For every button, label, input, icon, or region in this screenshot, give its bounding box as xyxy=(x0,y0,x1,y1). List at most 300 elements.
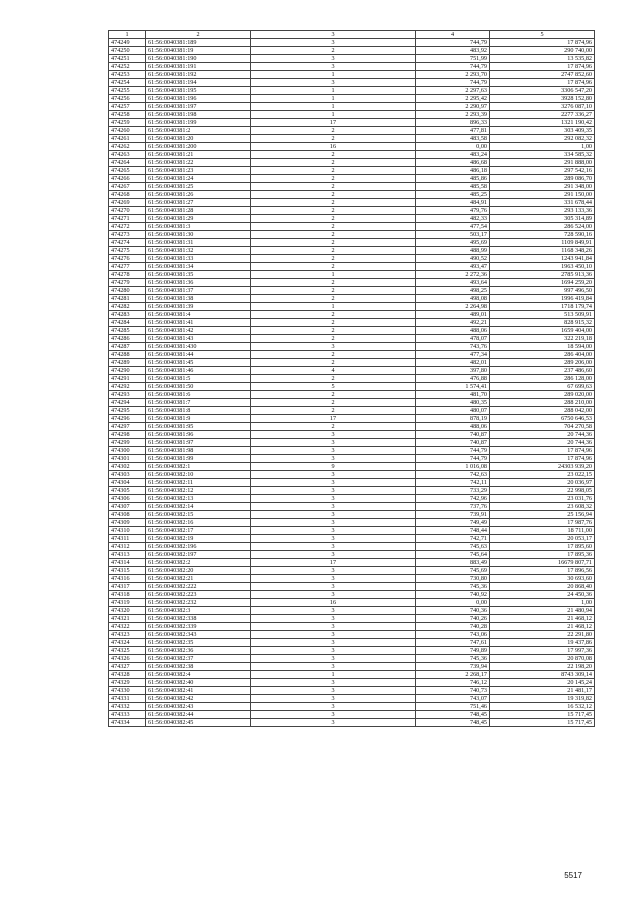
table-cell: 3 xyxy=(251,503,416,511)
table-cell: 498,08 xyxy=(416,295,490,303)
table-cell: 2 xyxy=(251,199,416,207)
table-cell: 2 xyxy=(251,239,416,247)
table-cell: 1718 179,74 xyxy=(490,303,595,311)
table-cell: 20 868,40 xyxy=(490,583,595,591)
table-cell: 474255 xyxy=(109,87,146,95)
table-cell: 289 020,00 xyxy=(490,391,595,399)
table-cell: 503,17 xyxy=(416,231,490,239)
table-cell: 16 xyxy=(251,599,416,607)
table-cell: 17 xyxy=(251,415,416,423)
table-cell: 3 xyxy=(251,471,416,479)
table-cell: 1 xyxy=(251,71,416,79)
table-cell: 474319 xyxy=(109,599,146,607)
table-row xyxy=(109,183,595,191)
table-cell: 61:56:0040381:97 xyxy=(146,439,251,447)
table-cell: 0,00 xyxy=(416,599,490,607)
table-cell: 474271 xyxy=(109,215,146,223)
table-row xyxy=(109,583,595,591)
table-cell: 20 744,36 xyxy=(490,431,595,439)
table-cell: 21 468,12 xyxy=(490,623,595,631)
table-cell: 297 542,16 xyxy=(490,167,595,175)
table-cell: 61:56:0040381:46 xyxy=(146,367,251,375)
table-row xyxy=(109,319,595,327)
table-cell: 17 874,96 xyxy=(490,79,595,87)
table-cell: 17 874,96 xyxy=(490,455,595,463)
table-cell: 20 744,36 xyxy=(490,439,595,447)
table-cell: 2 264,98 xyxy=(416,303,490,311)
table-cell: 474284 xyxy=(109,319,146,327)
table-cell: 744,79 xyxy=(416,63,490,71)
table-cell: 61:56:0040382:338 xyxy=(146,615,251,623)
table-cell: 2 xyxy=(251,127,416,135)
table-row xyxy=(109,599,595,607)
table-cell: 477,81 xyxy=(416,127,490,135)
table-cell: 18 594,00 xyxy=(490,343,595,351)
table-cell: 488,99 xyxy=(416,247,490,255)
table-cell: 742,96 xyxy=(416,495,490,503)
table-row xyxy=(109,63,595,71)
table-cell: 2 xyxy=(251,407,416,415)
table-cell: 739,94 xyxy=(416,663,490,671)
table-cell: 2 xyxy=(251,279,416,287)
table-cell: 474294 xyxy=(109,399,146,407)
table-cell: 61:56:0040382:21 xyxy=(146,575,251,583)
table-cell: 61:56:0040381:30 xyxy=(146,231,251,239)
table-cell: 19 319,82 xyxy=(490,695,595,703)
table-row xyxy=(109,255,595,263)
table-cell: 61:56:0040381:26 xyxy=(146,191,251,199)
table-cell: 474324 xyxy=(109,639,146,647)
table-cell: 474308 xyxy=(109,511,146,519)
table-cell: 20 036,97 xyxy=(490,479,595,487)
table-cell: 740,28 xyxy=(416,623,490,631)
table-cell: 474265 xyxy=(109,167,146,175)
table-cell: 61:56:0040381:196 xyxy=(146,95,251,103)
table-cell: 483,92 xyxy=(416,47,490,55)
table-cell: 474334 xyxy=(109,719,146,727)
table-cell: 61:56:0040382:16 xyxy=(146,519,251,527)
table-cell: 237 486,60 xyxy=(490,367,595,375)
table-row xyxy=(109,79,595,87)
table-cell: 2 xyxy=(251,359,416,367)
table-cell: 61:56:0040381:5 xyxy=(146,375,251,383)
table-cell: 474292 xyxy=(109,383,146,391)
table-cell: 3 xyxy=(251,79,416,87)
table-row xyxy=(109,479,595,487)
table-cell: 61:56:0040381:98 xyxy=(146,447,251,455)
table-cell: 3 xyxy=(251,703,416,711)
table-cell: 474310 xyxy=(109,527,146,535)
table-row xyxy=(109,215,595,223)
table-cell: 474257 xyxy=(109,103,146,111)
table-cell: 17 987,76 xyxy=(490,519,595,527)
table-row xyxy=(109,623,595,631)
table-cell: 474298 xyxy=(109,431,146,439)
table-cell: 878,19 xyxy=(416,415,490,423)
table-cell: 289 086,70 xyxy=(490,175,595,183)
table-cell: 61:56:0040382:20 xyxy=(146,567,251,575)
table-row xyxy=(109,271,595,279)
table-cell: 2 268,17 xyxy=(416,671,490,679)
table-cell: 474260 xyxy=(109,127,146,135)
table-cell: 17 xyxy=(251,119,416,127)
table-row xyxy=(109,615,595,623)
table-cell: 483,58 xyxy=(416,135,490,143)
table-cell: 745,36 xyxy=(416,583,490,591)
table-row xyxy=(109,127,595,135)
table-cell: 4 xyxy=(251,367,416,375)
table-row xyxy=(109,551,595,559)
table-cell: 2747 852,60 xyxy=(490,71,595,79)
table-cell: 743,06 xyxy=(416,631,490,639)
table-row xyxy=(109,191,595,199)
table-cell: 743,07 xyxy=(416,695,490,703)
table-cell: 2 xyxy=(251,335,416,343)
table-cell: 61:56:0040381:430 xyxy=(146,343,251,351)
table-cell: 2 xyxy=(251,399,416,407)
table-cell: 17 896,56 xyxy=(490,567,595,575)
table-cell: 3 xyxy=(251,583,416,591)
table-cell: 22 291,80 xyxy=(490,631,595,639)
table-cell: 751,46 xyxy=(416,703,490,711)
table-cell: 61:56:0040381:42 xyxy=(146,327,251,335)
table-cell: 61:56:0040381:192 xyxy=(146,71,251,79)
table-cell: 61:56:0040381:191 xyxy=(146,63,251,71)
table-row xyxy=(109,95,595,103)
table-row xyxy=(109,503,595,511)
table-cell: 474256 xyxy=(109,95,146,103)
table-cell: 2 xyxy=(251,231,416,239)
table-cell: 3 xyxy=(251,551,416,559)
table-cell: 15 717,45 xyxy=(490,719,595,727)
table-cell: 8743 309,14 xyxy=(490,671,595,679)
table-cell: 61:56:0040381:33 xyxy=(146,255,251,263)
table-cell: 21 481,17 xyxy=(490,687,595,695)
table-cell: 474264 xyxy=(109,159,146,167)
table-cell: 3 xyxy=(251,695,416,703)
table-cell: 474280 xyxy=(109,287,146,295)
table-cell: 474272 xyxy=(109,223,146,231)
table-cell: 30 693,60 xyxy=(490,575,595,583)
table-cell: 61:56:0040382:4 xyxy=(146,671,251,679)
table-cell: 2 xyxy=(251,207,416,215)
table-cell: 745,63 xyxy=(416,543,490,551)
table-cell: 2 xyxy=(251,287,416,295)
table-cell: 474329 xyxy=(109,679,146,687)
table-cell: 3276 087,10 xyxy=(490,103,595,111)
table-cell: 474253 xyxy=(109,71,146,79)
table-cell: 61:56:0040381:3 xyxy=(146,223,251,231)
table-cell: 488,06 xyxy=(416,327,490,335)
table-cell: 17 997,36 xyxy=(490,647,595,655)
table-cell: 61:56:0040382:14 xyxy=(146,503,251,511)
table-cell: 3 xyxy=(251,687,416,695)
table-cell: 474314 xyxy=(109,559,146,567)
table-cell: 61:56:0040381:38 xyxy=(146,295,251,303)
table-cell: 489,01 xyxy=(416,311,490,319)
table-cell: 3 xyxy=(251,719,416,727)
table-cell: 1168 348,26 xyxy=(490,247,595,255)
table-cell: 3 xyxy=(251,631,416,639)
table-cell: 2 xyxy=(251,391,416,399)
table-cell: 485,86 xyxy=(416,175,490,183)
column-header: 2 xyxy=(146,31,251,39)
table-cell: 3306 547,20 xyxy=(490,87,595,95)
table-cell: 20 145,24 xyxy=(490,679,595,687)
table-row xyxy=(109,631,595,639)
table-cell: 3 xyxy=(251,527,416,535)
table-row xyxy=(109,679,595,687)
table-cell: 474333 xyxy=(109,711,146,719)
table-cell: 61:56:0040381:99 xyxy=(146,455,251,463)
table-cell: 1 xyxy=(251,103,416,111)
table-cell: 61:56:0040381:200 xyxy=(146,143,251,151)
table-cell: 61:56:0040381:25 xyxy=(146,183,251,191)
table-cell: 745,69 xyxy=(416,567,490,575)
table-cell: 22 198,20 xyxy=(490,663,595,671)
table-cell: 1659 404,00 xyxy=(490,327,595,335)
table-cell: 61:56:0040381:195 xyxy=(146,87,251,95)
table-cell: 1694 259,20 xyxy=(490,279,595,287)
table-row xyxy=(109,223,595,231)
table-cell: 739,91 xyxy=(416,511,490,519)
table-row xyxy=(109,111,595,119)
table-row xyxy=(109,39,595,47)
table-cell: 474317 xyxy=(109,583,146,591)
table-row xyxy=(109,663,595,671)
table-cell: 2 xyxy=(251,351,416,359)
table-cell: 21 468,12 xyxy=(490,615,595,623)
table-cell: 484,91 xyxy=(416,199,490,207)
table-cell: 3 xyxy=(251,575,416,583)
table-row xyxy=(109,287,595,295)
table-cell: 474303 xyxy=(109,471,146,479)
table-cell: 474286 xyxy=(109,335,146,343)
table-cell: 61:56:0040381:32 xyxy=(146,247,251,255)
table-cell: 61:56:0040381:41 xyxy=(146,319,251,327)
table-cell: 61:56:0040381:2 xyxy=(146,127,251,135)
table-cell: 61:56:0040382:10 xyxy=(146,471,251,479)
table-cell: 2 xyxy=(251,247,416,255)
table-cell: 61:56:0040382:197 xyxy=(146,551,251,559)
table-cell: 748,44 xyxy=(416,527,490,535)
table-row xyxy=(109,639,595,647)
table-cell: 61:56:0040381:44 xyxy=(146,351,251,359)
table-cell: 474252 xyxy=(109,63,146,71)
table-cell: 61:56:0040381:190 xyxy=(146,55,251,63)
table-cell: 485,25 xyxy=(416,191,490,199)
table-cell: 474300 xyxy=(109,447,146,455)
table-row xyxy=(109,463,595,471)
table-cell: 2 xyxy=(251,135,416,143)
table-cell: 61:56:0040382:37 xyxy=(146,655,251,663)
table-row xyxy=(109,575,595,583)
table-cell: 474326 xyxy=(109,655,146,663)
table-cell: 61:56:0040382:1 xyxy=(146,463,251,471)
table-cell: 474283 xyxy=(109,311,146,319)
table-cell: 480,07 xyxy=(416,407,490,415)
table-cell: 1 016,08 xyxy=(416,463,490,471)
table-cell: 2 xyxy=(251,327,416,335)
table-cell: 61:56:0040381:197 xyxy=(146,103,251,111)
table-cell: 474258 xyxy=(109,111,146,119)
table-cell: 3 xyxy=(251,63,416,71)
table-cell: 16 532,12 xyxy=(490,703,595,711)
table-cell: 477,34 xyxy=(416,351,490,359)
table-row xyxy=(109,567,595,575)
table-cell: 2 xyxy=(251,47,416,55)
table-cell: 61:56:0040382:12 xyxy=(146,487,251,495)
table-cell: 737,76 xyxy=(416,503,490,511)
table-cell: 3 xyxy=(251,623,416,631)
table-cell: 474305 xyxy=(109,487,146,495)
column-header: 4 xyxy=(416,31,490,39)
table-row xyxy=(109,647,595,655)
table-cell: 61:56:0040381:198 xyxy=(146,111,251,119)
table-cell: 2 xyxy=(251,223,416,231)
table-row xyxy=(109,151,595,159)
table-cell: 742,11 xyxy=(416,479,490,487)
table-cell: 286 524,00 xyxy=(490,223,595,231)
table-cell: 493,47 xyxy=(416,263,490,271)
table-cell: 334 585,32 xyxy=(490,151,595,159)
table-cell: 474249 xyxy=(109,39,146,47)
table-cell: 61:56:0040381:19 xyxy=(146,47,251,55)
table-cell: 3 xyxy=(251,607,416,615)
table-cell: 61:56:0040381:189 xyxy=(146,39,251,47)
table-cell: 2 xyxy=(251,311,416,319)
table-cell: 1,00 xyxy=(490,599,595,607)
table-cell: 3 xyxy=(251,447,416,455)
table-cell: 474327 xyxy=(109,663,146,671)
table-cell: 61:56:0040381:22 xyxy=(146,159,251,167)
table-cell: 3 xyxy=(251,655,416,663)
table-row xyxy=(109,695,595,703)
table-cell: 744,79 xyxy=(416,455,490,463)
table-row xyxy=(109,343,595,351)
table-cell: 2 xyxy=(251,375,416,383)
table-cell: 474318 xyxy=(109,591,146,599)
table-cell: 23 608,32 xyxy=(490,503,595,511)
table-cell: 331 678,44 xyxy=(490,199,595,207)
table-cell: 474332 xyxy=(109,703,146,711)
table-row xyxy=(109,55,595,63)
column-header: 3 xyxy=(251,31,416,39)
table-cell: 3 xyxy=(251,543,416,551)
table-cell: 474299 xyxy=(109,439,146,447)
table-cell: 493,64 xyxy=(416,279,490,287)
table-cell: 740,73 xyxy=(416,687,490,695)
table-cell: 474250 xyxy=(109,47,146,55)
table-cell: 1 xyxy=(251,87,416,95)
table-cell: 15 717,45 xyxy=(490,711,595,719)
table-row xyxy=(109,703,595,711)
table-cell: 997 496,50 xyxy=(490,287,595,295)
table-cell: 728 590,16 xyxy=(490,231,595,239)
table-cell: 3 xyxy=(251,679,416,687)
table-cell: 61:56:0040381:39 xyxy=(146,303,251,311)
table-row xyxy=(109,311,595,319)
table-row xyxy=(109,687,595,695)
table-cell: 1,00 xyxy=(490,143,595,151)
table-row xyxy=(109,591,595,599)
table-cell: 3 xyxy=(251,663,416,671)
table-cell: 2785 913,36 xyxy=(490,271,595,279)
table-cell: 474301 xyxy=(109,455,146,463)
table-cell: 474291 xyxy=(109,375,146,383)
table-cell: 61:56:0040381:23 xyxy=(146,167,251,175)
table-row xyxy=(109,159,595,167)
table-row xyxy=(109,439,595,447)
table-row xyxy=(109,423,595,431)
table-cell: 2 xyxy=(251,167,416,175)
table-cell: 474306 xyxy=(109,495,146,503)
table-row xyxy=(109,559,595,567)
table-row xyxy=(109,207,595,215)
table-row xyxy=(109,607,595,615)
table-cell: 3 xyxy=(251,591,416,599)
table-cell: 480,35 xyxy=(416,399,490,407)
page-number: 5517 xyxy=(564,871,582,880)
table-cell: 0,00 xyxy=(416,143,490,151)
table-cell: 474287 xyxy=(109,343,146,351)
table-cell: 61:56:0040381:34 xyxy=(146,263,251,271)
table-cell: 896,33 xyxy=(416,119,490,127)
table-cell: 6750 646,53 xyxy=(490,415,595,423)
column-header: 5 xyxy=(490,31,595,39)
table-cell: 20 870,08 xyxy=(490,655,595,663)
table-cell: 61:56:0040381:31 xyxy=(146,239,251,247)
table-cell: 2 xyxy=(251,423,416,431)
table-cell: 22 998,05 xyxy=(490,487,595,495)
table-cell: 486,68 xyxy=(416,159,490,167)
table-cell: 3 xyxy=(251,431,416,439)
table-cell: 486,18 xyxy=(416,167,490,175)
table-cell: 61:56:0040381:199 xyxy=(146,119,251,127)
table-cell: 474270 xyxy=(109,207,146,215)
table-cell: 61:56:0040382:2 xyxy=(146,559,251,567)
table-cell: 286 404,00 xyxy=(490,351,595,359)
table-cell: 474316 xyxy=(109,575,146,583)
table-cell: 1963 450,10 xyxy=(490,263,595,271)
table-cell: 290 740,00 xyxy=(490,47,595,55)
table-cell: 3 xyxy=(251,39,416,47)
table-cell: 2 xyxy=(251,183,416,191)
table-cell: 61:56:0040382:40 xyxy=(146,679,251,687)
table-cell: 474315 xyxy=(109,567,146,575)
table-row xyxy=(109,399,595,407)
table-row xyxy=(109,719,595,727)
table-cell: 17 874,96 xyxy=(490,447,595,455)
table-row xyxy=(109,543,595,551)
table-cell: 490,52 xyxy=(416,255,490,263)
table-cell: 495,69 xyxy=(416,239,490,247)
table-cell: 748,45 xyxy=(416,711,490,719)
table-cell: 474313 xyxy=(109,551,146,559)
table-cell: 288 210,00 xyxy=(490,399,595,407)
table-cell: 3 xyxy=(251,711,416,719)
table-cell: 1 574,41 xyxy=(416,383,490,391)
table-cell: 61:56:0040382:42 xyxy=(146,695,251,703)
table-cell: 474330 xyxy=(109,687,146,695)
table-cell: 746,12 xyxy=(416,679,490,687)
table-cell: 474325 xyxy=(109,647,146,655)
table-cell: 474322 xyxy=(109,623,146,631)
table-cell: 745,64 xyxy=(416,551,490,559)
table-cell: 492,21 xyxy=(416,319,490,327)
table-cell: 743,76 xyxy=(416,343,490,351)
table-cell: 61:56:0040381:6 xyxy=(146,391,251,399)
